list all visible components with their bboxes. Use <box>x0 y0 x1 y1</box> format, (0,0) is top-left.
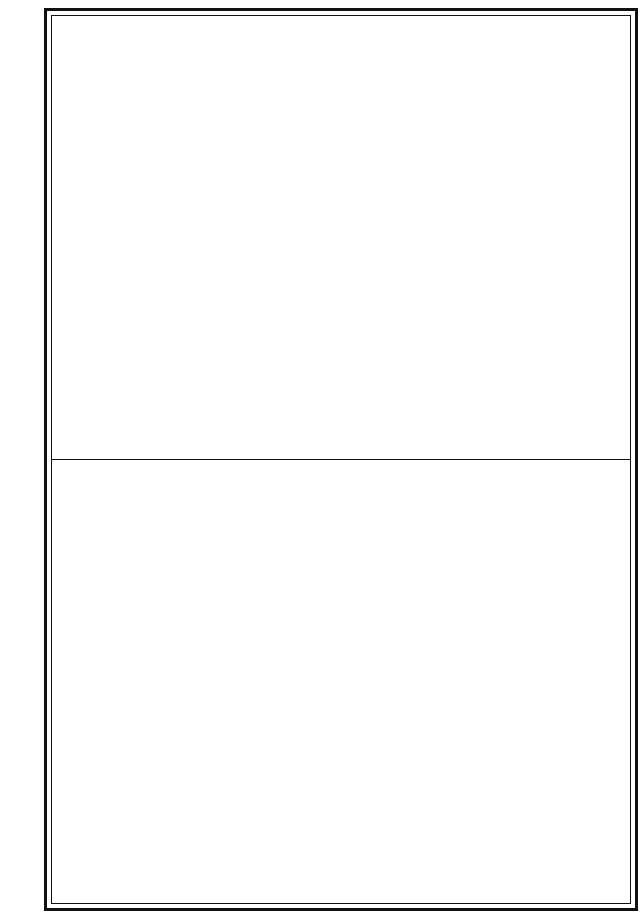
page-frame <box>44 8 638 911</box>
bottom-half <box>52 460 630 904</box>
top-half <box>52 16 630 460</box>
inner-frame <box>51 15 631 904</box>
